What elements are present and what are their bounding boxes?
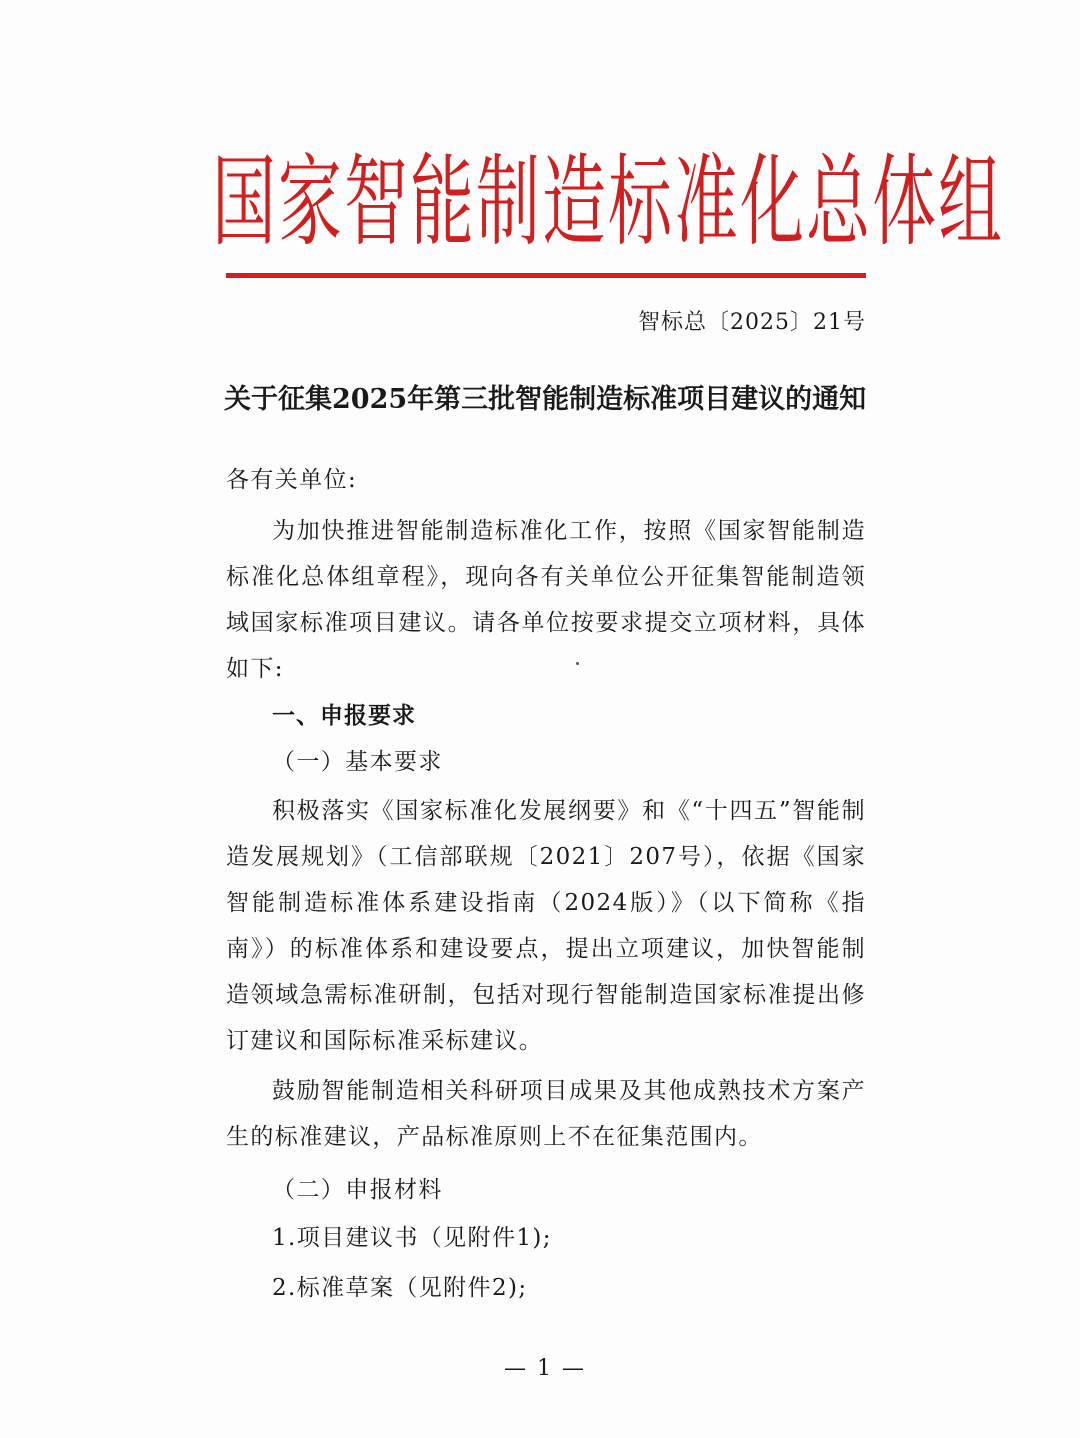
encouragement-paragraph: 鼓励智能制造相关科研项目成果及其他成熟技术方案产生的标准建议，产品标准原则上不在征集范围内。 (226, 1078, 866, 1150)
subsection-heading-basic-requirements: （一）基本要求 (272, 749, 443, 775)
list-item: 1.项目建议书（见附件1); (272, 1225, 552, 1251)
intro-paragraph: 为加快推进智能制造标准化工作，按照《国家智能制造标准化总体组章程》，现向各有关单位公开征集智能制造领域国家标准项目建议。请各单位按要求提交立项材料，具体如下: (226, 518, 866, 682)
subsection-heading-materials: （二）申报材料 (272, 1177, 443, 1203)
basic-requirements-paragraph: 积极落实《国家标准化发展纲要》和《“十四五”智能制造发展规划》（工信部联规〔2021〕207号），依据《国家智能制造标准体系建设指南（2024版）》（以下简称《指南》）的标准体系和建设要点，提出立项建议，加快智能制造领域急需标准研制，包括对现行智能制造国家标准提出修订建议和国际标准采标建议。 (226, 798, 866, 1054)
list-item: 2.标准草案（见附件2); (272, 1275, 528, 1301)
red-divider-line (226, 273, 866, 278)
notice-subject-title: 关于征集2025年第三批智能制造标准项目建议的通知 (224, 384, 867, 415)
page-number: — 1 — (504, 1356, 586, 1381)
section-heading-requirements: 一、申报要求 (272, 703, 416, 729)
salutation: 各有关单位: (226, 467, 358, 493)
document-number: 智标总〔2025〕21号 (638, 310, 866, 335)
issuing-organization-title: 国家智能制造标准化总体组 (212, 145, 1004, 261)
scan-speck (576, 662, 579, 665)
